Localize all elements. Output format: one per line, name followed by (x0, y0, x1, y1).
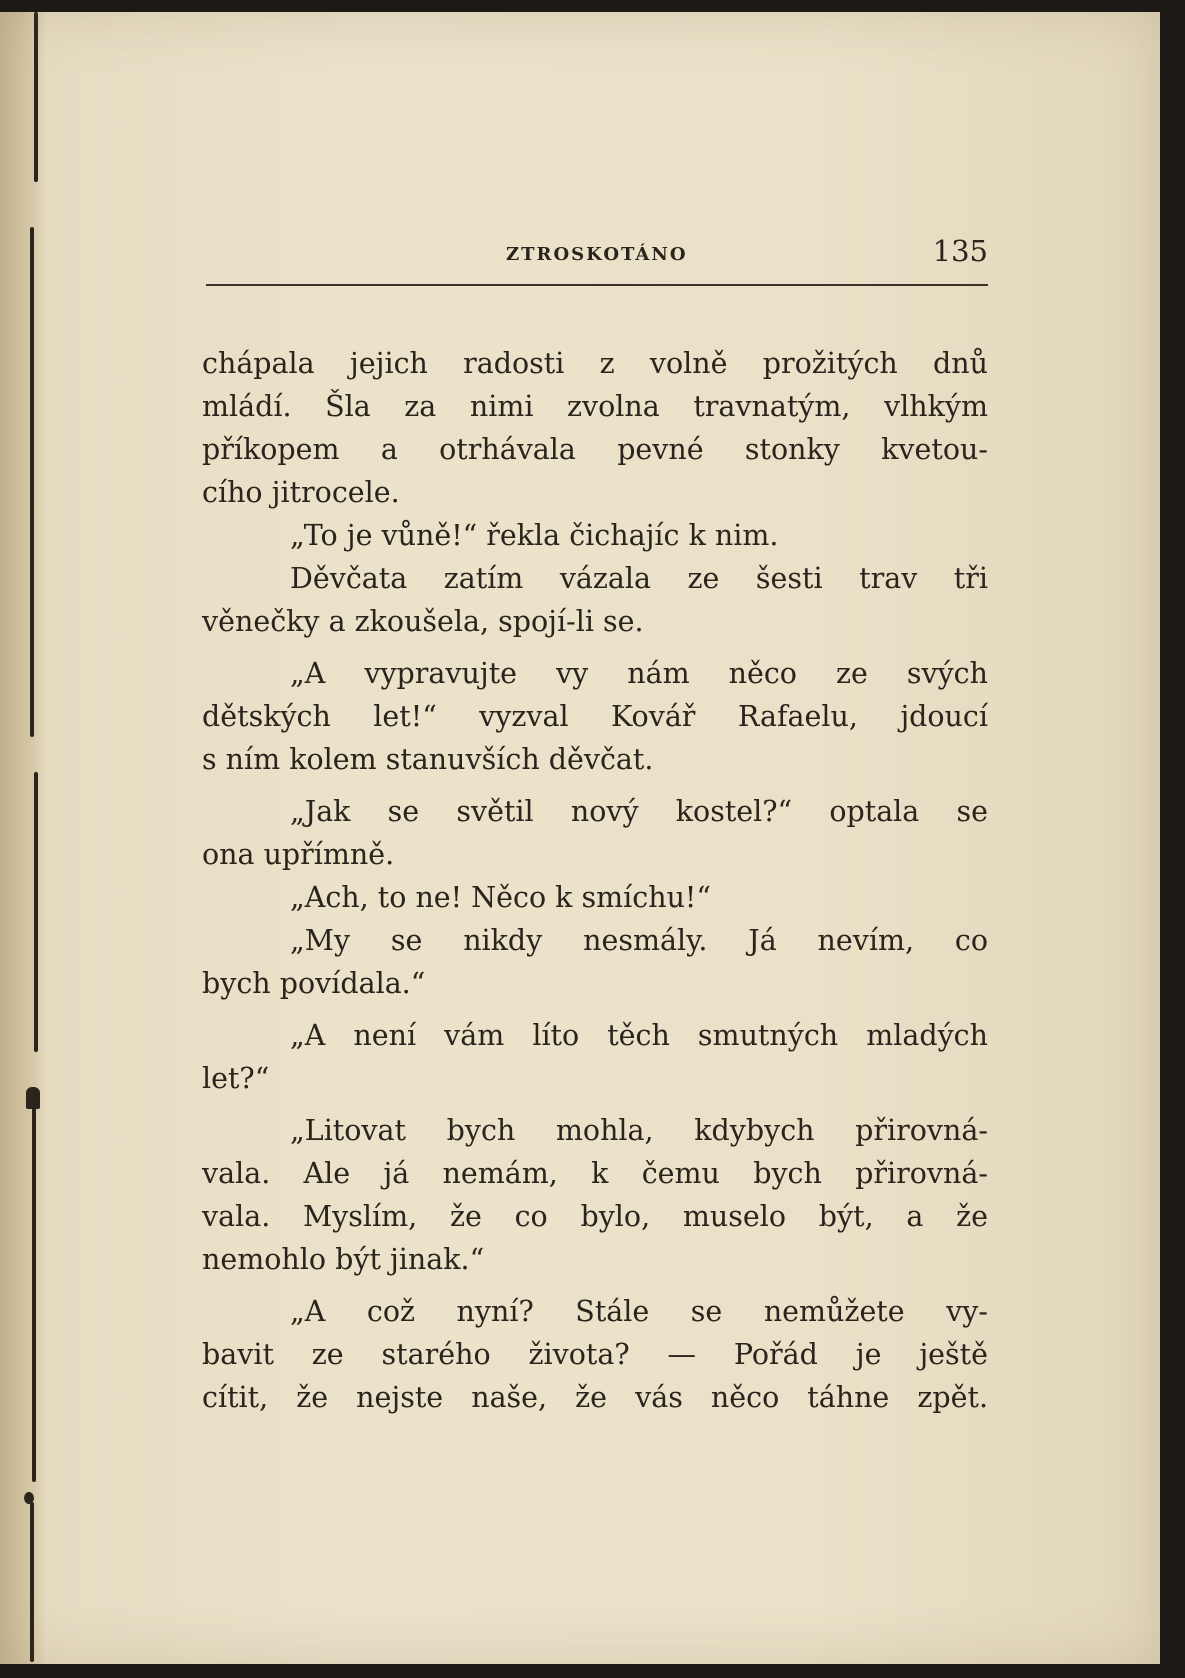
text-line: „Litovat bych mohla, kdybych přirovná- (290, 1114, 988, 1147)
paragraph-gap (202, 643, 988, 652)
paragraph-gap (202, 1281, 988, 1290)
paragraph-gap (202, 1100, 988, 1109)
binding-edge (0, 12, 46, 1664)
running-title: ZTROSKOTÁNO (506, 244, 688, 265)
page-header (206, 232, 988, 272)
text-line: vala. Myslím, že co bylo, muselo být, a že (202, 1200, 988, 1233)
text-line: mládí. Šla za nimi zvolna travnatým, vlhkým (202, 390, 988, 423)
binding-thread (30, 227, 34, 737)
text-line: „A vypravujte vy nám něco ze svých (290, 657, 988, 690)
text-line: „A není vám líto těch smutných mladých (290, 1019, 988, 1052)
text-line: příkopem a otrhávala pevné stonky kvetou- (202, 433, 988, 466)
paragraph-gap (202, 1005, 988, 1014)
text-line: Děvčata zatím vázala ze šesti trav tři (290, 562, 988, 595)
text-line: věnečky a zkoušela, spojí-li se. (202, 605, 644, 638)
text-line: „A což nyní? Stále se nemůžete vy- (290, 1295, 988, 1328)
binding-thread (34, 12, 38, 182)
text-line: cího jitrocele. (202, 476, 400, 509)
binding-mark (26, 1087, 40, 1109)
text-line: ona upřímně. (202, 838, 395, 871)
text-line: „My se nikdy nesmály. Já nevím, co (290, 924, 988, 957)
header-rule (206, 284, 988, 286)
text-line: cítit, že nejste naše, že vás něco táhne zpět. (202, 1381, 988, 1414)
text-line: nemohlo být jinak.“ (202, 1243, 485, 1276)
text-line: let?“ (202, 1062, 270, 1095)
binding-thread (30, 1502, 34, 1662)
text-line: vala. Ale já nemám, k čemu bych přirovná- (202, 1157, 988, 1190)
text-line: chápala jejich radosti z volně prožitých dnů (202, 347, 988, 380)
binding-dot (24, 1492, 34, 1504)
text-line: s ním kolem stanuvších děvčat. (202, 743, 654, 776)
page-number: 135 (932, 234, 988, 268)
text-line: „Jak se světil nový kostel?“ optala se (290, 795, 988, 828)
binding-thread (34, 772, 38, 1052)
paragraph-gap (202, 781, 988, 790)
text-line: bavit ze starého života? — Pořád je ještě (202, 1338, 988, 1371)
text-line: dětských let!“ vyzval Kovář Rafaelu, jdoucí (202, 700, 988, 733)
text-line: „Ach, to ne! Něco k smíchu!“ (290, 881, 711, 914)
text-line: „To je vůně!“ řekla čichajíc k nim. (290, 519, 779, 552)
body-text (202, 342, 988, 1419)
text-line: bych povídala.“ (202, 967, 426, 1000)
binding-thread (32, 1102, 36, 1482)
